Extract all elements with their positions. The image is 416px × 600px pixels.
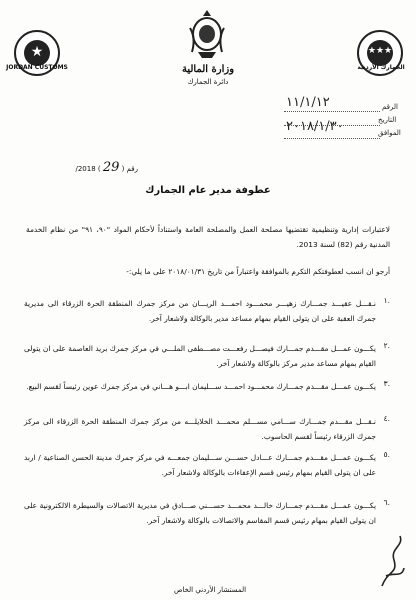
doc-ref-number: 29: [102, 160, 120, 175]
date-label: التاريخ: [378, 116, 397, 124]
item-number: ٢.: [383, 341, 390, 350]
department-name: دائرة الجمارك: [187, 78, 229, 86]
item-number: ٥.: [383, 450, 390, 459]
right-logo-caption: الجمارك الأردنية: [357, 64, 405, 71]
request-line: أرجو ان انسب لعطوفتكم التكرم بالموافقة واعتباراً من تاريخ ٢٠١٨/٠١/٣١ على ما يلي:-: [126, 267, 390, 276]
item-text: يكـــون عمـــل مقـــدم جمـــارك عـــادل حســـن ســـليمان جمعـــه في مركز جمرك مدينة الحسن الصناعية / اربد على ان يتولى القيام بمهام رئيس قسم الإعفاءات بالوكالة ولاشعار آخر.: [24, 453, 376, 477]
jordan-crest-icon: [186, 8, 228, 60]
item-number: ٣.: [383, 379, 390, 388]
doc-ref-label: رقم: [126, 165, 138, 173]
item-text: يكـــون عمـــل مقـــدم جمـــارك خالـــد محمـــد حســـني صـــادق في مديرية الاتصالات والسيطرة الالكترونية على ان يتولى القيام بمهام رئيس قسم المقاسم والاتصالات بالوكالة ولاشعار آخر.: [24, 501, 376, 525]
corr-underline: [284, 138, 380, 139]
list-item: [24, 296, 390, 341]
list-item: [24, 414, 390, 450]
left-logo-caption: JORDAN CUSTOMS: [6, 64, 68, 71]
item-number: ٤.: [383, 414, 390, 423]
intro-paragraph: لاعتبارات إدارية وتنظيمية تقتضيها مصلحة العمل والمصلحة العامة واستناداً لأحكام المواد "٩٠، ٩١" من نظام الخدمة المدنية رقم (82) لسنة 2013.: [26, 225, 390, 249]
star-icon: ★: [30, 44, 44, 60]
corr-label: الموافق: [378, 129, 401, 137]
item-number: ١.: [383, 296, 390, 305]
list-item: [24, 341, 390, 379]
item-text: نـقـــل عقيـــد جمـــارك زهيـــر محمـــود احمـــد الريـــان من مركز جمرك المنطقة الحرة الزرقاء الى مديرية جمرك العقبة على ان يتولى القيام بمهام مساعد مدير بالوكالة ولاشعار آخر.: [24, 299, 376, 323]
footer-line: المستشار الأردني الخاص: [173, 586, 247, 594]
items-list: [24, 296, 390, 544]
list-item: [24, 379, 390, 414]
signature-icon: [378, 530, 408, 590]
list-item: [24, 450, 390, 498]
doc-ref-year: 2018/: [75, 165, 96, 173]
corr-value: ٢٠١٨/١/٣٠: [286, 119, 344, 134]
ref-underline: [284, 111, 380, 112]
ref-value: ١١/١/١٢: [286, 95, 330, 110]
ref-label: الرقم: [382, 103, 398, 111]
ministry-name: وزارة المالية: [181, 64, 235, 75]
stars-icon: ★★★: [367, 46, 393, 56]
item-text: نـقـــل مقـــدم جمـــارك ســـامي مســـلم محمـــد الخلايلـــه من مركز جمرك المنطقة الحرة الزرقاء الى مركز جمرك الزرقاء رئيساً لقسم الحاسوب.: [24, 417, 376, 441]
item-number: ٦.: [383, 498, 390, 507]
page-title: عطوفة مدير عام الجمارك: [145, 185, 271, 196]
item-text: يكـــون عمـــل مقـــدم جمـــارك محمـــود احمـــد ســـليمان ابـــو هـــاني في مركز جمرك عوين رئيساً لقسم البيع.: [26, 382, 376, 391]
item-text: يكـــون عمـــل مقـــدم جمـــارك فيصـــل رفعـــت مصـــطفى الملـــي في مركز جمرك بريد العاصمة على ان يتولى القيام بمهام مساعد مدير مركز بالوكالة ولاشعار آخر.: [24, 344, 376, 368]
list-item: [24, 498, 390, 544]
doc-ref: رقم ( 29 ) 2018/: [75, 160, 138, 175]
